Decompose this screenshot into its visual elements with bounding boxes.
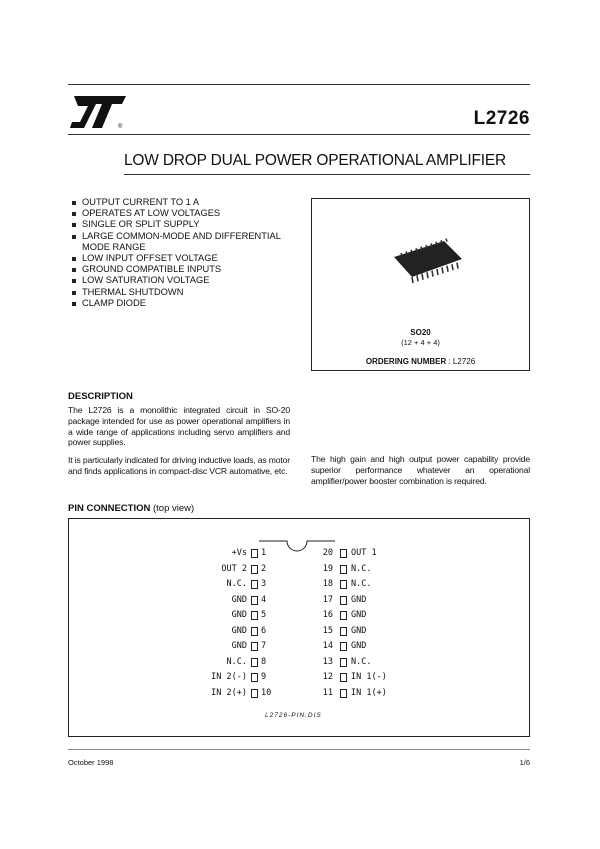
ordering-number	[312, 357, 529, 366]
left-pin-number: 1	[261, 548, 267, 558]
right-pin-number: 11	[322, 687, 333, 698]
description-heading: DESCRIPTION	[68, 391, 133, 402]
right-pin-number: 12	[322, 672, 333, 682]
right-pin-name: IN 1(+)	[351, 687, 387, 698]
pin-pad	[340, 658, 347, 667]
pin-pad	[251, 565, 258, 574]
feature-item: CLAMP DIODE	[72, 298, 287, 309]
left-pin-name: GND	[231, 594, 247, 605]
right-pin-number: 17	[322, 594, 333, 605]
feature-item: THERMAL SHUTDOWN	[72, 287, 287, 298]
pin-pad	[251, 642, 258, 651]
left-pin-name: N.C.	[226, 579, 247, 589]
pin-connection-title: PIN CONNECTION	[68, 503, 151, 514]
svg-text:®: ®	[118, 124, 123, 130]
package-box	[311, 198, 530, 371]
left-pin-number: 6	[261, 625, 267, 636]
footer-rule	[68, 749, 530, 750]
pin-pad	[251, 658, 258, 667]
left-pin-number: 5	[261, 610, 267, 620]
feature-item: LARGE COMMON-MODE AND DIFFERENTIAL MODE RANGE	[72, 231, 287, 253]
feature-list	[72, 197, 287, 309]
pin-pad	[340, 611, 347, 620]
document-title: LOW DROP DUAL POWER OPERATIONAL AMPLIFIER	[124, 152, 506, 169]
figure-code: L2726-PIN.DIS	[265, 712, 322, 719]
left-pin-number: 2	[261, 563, 267, 574]
feature-item: LOW INPUT OFFSET VOLTAGE	[72, 253, 287, 264]
right-pin-name: N.C.	[351, 579, 372, 589]
left-pin-name: N.C.	[226, 656, 247, 667]
st-logo	[68, 94, 130, 130]
pin-pad	[340, 642, 347, 651]
header-rule	[68, 134, 530, 135]
pin-pad	[251, 549, 258, 558]
left-pin-name: GND	[231, 610, 247, 620]
right-pin-number: 15	[322, 625, 333, 636]
pin-connection-box	[68, 518, 530, 737]
ordering-label: ORDERING NUMBER	[365, 357, 447, 366]
feature-item: SINGLE OR SPLIT SUPPLY	[72, 219, 287, 230]
left-pin-name: IN 2(+)	[211, 687, 247, 698]
left-pin-name: OUT 2	[221, 563, 247, 574]
right-pin-name: N.C.	[351, 656, 372, 667]
pin-pad	[340, 596, 347, 605]
right-pin-number: 20	[322, 548, 333, 558]
ordering-value: : L2726	[446, 357, 476, 366]
description-paragraph-2: It is particularly indicated for driving inductive loads, as motor and finds applications in compact-disc VCR automative, etc.	[68, 455, 290, 476]
pin-pad	[340, 565, 347, 574]
right-pin-number: 13	[322, 656, 333, 667]
left-pin-name: GND	[231, 625, 247, 636]
pin-pad	[251, 689, 258, 698]
right-pin-name: GND	[351, 641, 367, 651]
part-number: L2726	[473, 108, 530, 129]
pin-pad	[340, 689, 347, 698]
page-number: 1/6	[519, 758, 530, 767]
feature-item: OPERATES AT LOW VOLTAGES	[72, 208, 287, 219]
right-pin-number: 16	[322, 610, 333, 620]
pin-pad	[251, 596, 258, 605]
right-pin-number: 19	[322, 563, 333, 574]
left-pin-number: 9	[261, 672, 267, 682]
left-pin-number: 3	[261, 579, 267, 589]
right-pin-name: OUT 1	[351, 548, 377, 558]
pin-connection-heading	[68, 503, 194, 514]
right-pin-number: 18	[322, 579, 333, 589]
right-pin-name: IN 1(-)	[351, 672, 387, 682]
left-pin-number: 10	[261, 687, 272, 698]
pin-pad	[251, 627, 258, 636]
pin-pad	[251, 611, 258, 620]
right-pin-name: GND	[351, 594, 367, 605]
left-pin-number: 8	[261, 656, 267, 667]
pin-pad	[340, 580, 347, 589]
right-pin-name: N.C.	[351, 563, 372, 574]
feature-item: LOW SATURATION VOLTAGE	[72, 275, 287, 286]
description-paragraph-3: The high gain and high output power capability provide superior performance whatever an operational amplifier/power booster combination is required.	[311, 454, 530, 486]
left-pin-name: IN 2(-)	[211, 672, 247, 682]
pin-pad	[251, 580, 258, 589]
left-pin-number: 7	[261, 641, 267, 651]
left-pin-name: +Vs	[231, 548, 247, 558]
top-rule	[68, 84, 530, 85]
pin-pad	[340, 627, 347, 636]
package-config: (12 + 4 + 4)	[401, 338, 440, 347]
pin-pad	[340, 549, 347, 558]
so20-package-image	[382, 237, 472, 295]
description-paragraph-1: The L2726 is a monolithic integrated circuit in SO-20 package intended for use as power operational amplifiers in a wide range of applications including servo amplifiers and power supplies.	[68, 405, 290, 448]
pin-pad	[340, 673, 347, 682]
pin-connection-view: (top view)	[150, 503, 195, 514]
feature-item: GROUND COMPATIBLE INPUTS	[72, 264, 287, 275]
feature-item: OUTPUT CURRENT TO 1 A	[72, 197, 287, 208]
right-pin-name: GND	[351, 610, 367, 620]
right-pin-name: GND	[351, 625, 367, 636]
package-name: SO20	[410, 328, 431, 337]
footer-date: October 1998	[68, 758, 114, 767]
left-pin-number: 4	[261, 594, 267, 605]
left-pin-name: GND	[231, 641, 247, 651]
pin-pad	[251, 673, 258, 682]
right-pin-number: 14	[322, 641, 333, 651]
title-rule	[124, 174, 530, 175]
